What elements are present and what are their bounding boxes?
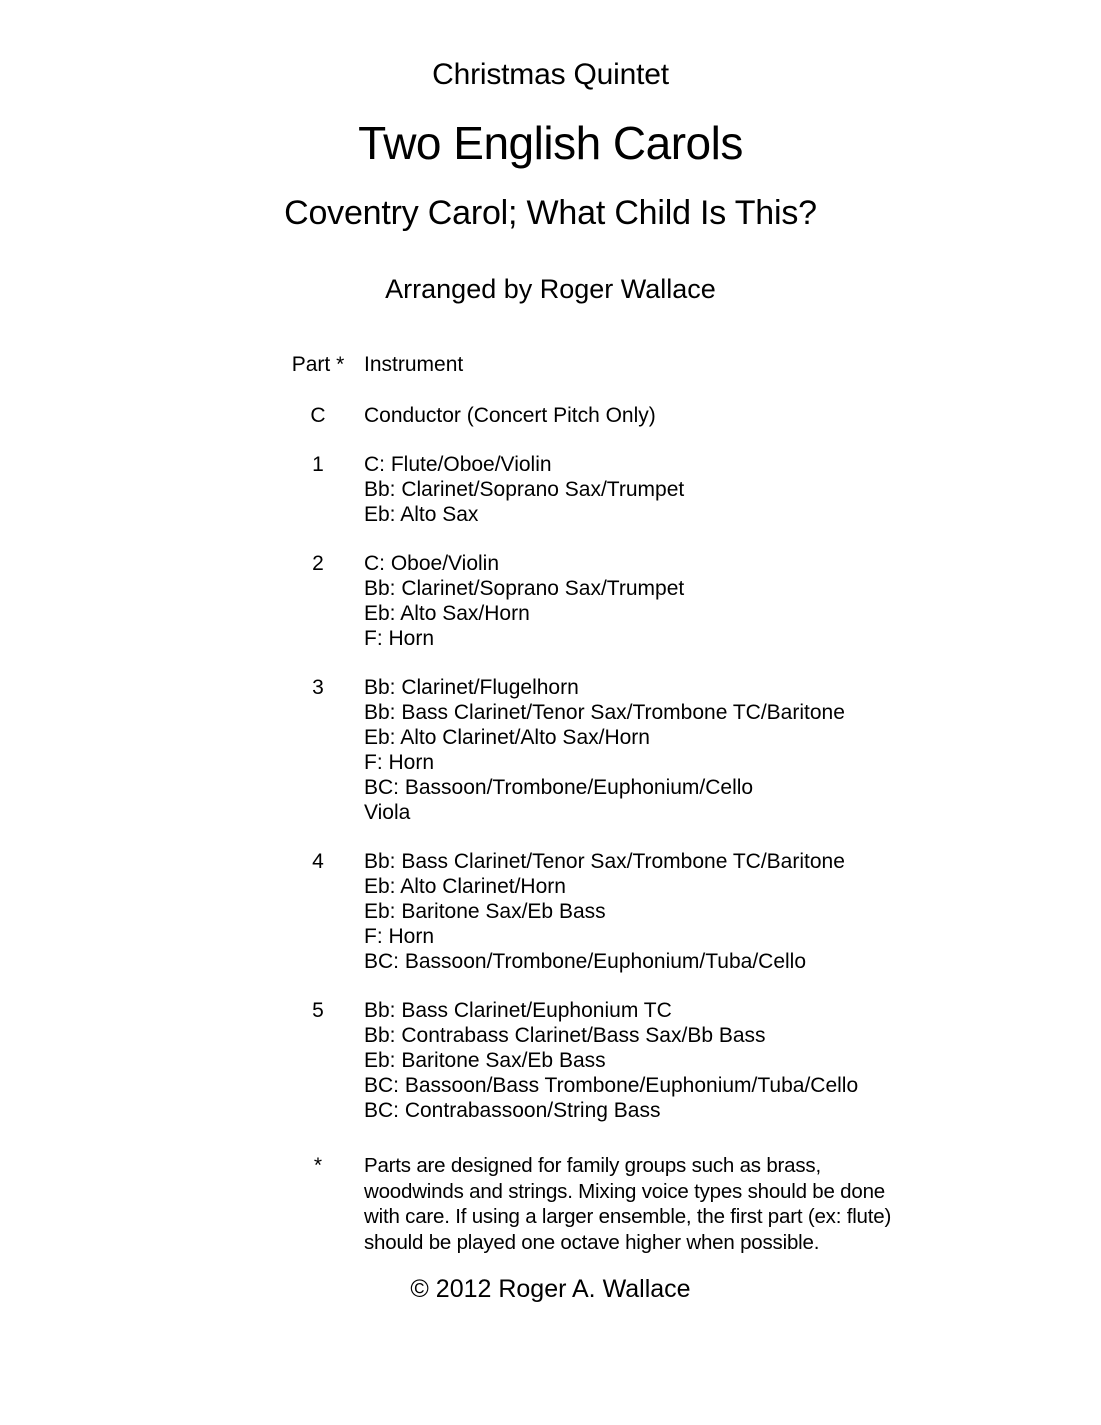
- instrument-line: Eb: Baritone Sax/Eb Bass: [364, 900, 606, 924]
- instrument-list: [364, 452, 912, 527]
- part-label: 1: [312, 453, 324, 477]
- instrument-line: Bb: Clarinet/Soprano Sax/Trumpet: [364, 478, 685, 502]
- instrument-line: Eb: Alto Sax/Horn: [364, 602, 530, 626]
- instrument-list: [364, 675, 912, 825]
- part-label: C: [310, 404, 326, 428]
- footnote-text: Parts are designed for family groups such as brass, woodwinds and strings. Mixing voice types should be done with care. If using a larger ensemble, the first part (ex: flute) should be played one octave higher when possible.: [364, 1154, 892, 1254]
- table-row: [272, 675, 912, 825]
- instrument-line: Eb: Alto Sax: [364, 503, 479, 527]
- page-title: Two English Carols: [358, 117, 743, 169]
- subtitle: Coventry Carol; What Child Is This?: [284, 194, 817, 233]
- table-row: [272, 403, 912, 428]
- title-block: [0, 0, 1101, 304]
- arranger-credit: Arranged by Roger Wallace: [385, 273, 716, 304]
- instrument-line: Bb: Clarinet/Flugelhorn: [364, 676, 579, 700]
- instrument-list: [364, 998, 912, 1123]
- instrument-line: C: Oboe/Violin: [364, 552, 500, 576]
- instrument-line: BC: Contrabassoon/String Bass: [364, 1099, 661, 1123]
- instrument-line: Bb: Contrabass Clarinet/Bass Sax/Bb Bass: [364, 1024, 766, 1048]
- footnote-row: [272, 1153, 912, 1255]
- instrument-line: Bb: Bass Clarinet/Tenor Sax/Trombone TC/Baritone: [364, 850, 845, 874]
- column-header-instrument: Instrument: [364, 353, 464, 377]
- instrument-line: Bb: Bass Clarinet/Tenor Sax/Trombone TC/Baritone: [364, 701, 845, 725]
- table-header-row: [272, 352, 912, 377]
- instrument-line: BC: Bassoon/Trombone/Euphonium/Cello: [364, 776, 754, 800]
- instrument-line: BC: Bassoon/Bass Trombone/Euphonium/Tuba/Cello: [364, 1074, 859, 1098]
- table-row: [272, 849, 912, 974]
- instrument-line: Eb: Alto Clarinet/Horn: [364, 875, 566, 899]
- instrument-list: [364, 849, 912, 974]
- instrument-list: [364, 403, 912, 428]
- instrument-list: [364, 551, 912, 651]
- part-label: 3: [312, 676, 324, 700]
- instrument-line: F: Horn: [364, 627, 435, 651]
- column-header-part: Part *: [291, 353, 345, 377]
- instrument-line: Conductor (Concert Pitch Only): [364, 404, 656, 428]
- part-label: 5: [312, 999, 324, 1023]
- instrument-line: F: Horn: [364, 925, 435, 949]
- instrument-line: BC: Bassoon/Trombone/Euphonium/Tuba/Cello: [364, 950, 807, 974]
- part-label: 2: [312, 552, 324, 576]
- instrument-line: F: Horn: [364, 751, 435, 775]
- instrument-line: Viola: [364, 801, 411, 825]
- part-label: 4: [312, 850, 324, 874]
- footnote-marker: *: [313, 1154, 323, 1178]
- table-row: [272, 452, 912, 527]
- parts-instrumentation-table: [272, 352, 912, 1255]
- instrument-line: Bb: Bass Clarinet/Euphonium TC: [364, 999, 672, 1023]
- instrument-line: Eb: Alto Clarinet/Alto Sax/Horn: [364, 726, 650, 750]
- copyright-notice: © 2012 Roger A. Wallace: [410, 1275, 691, 1304]
- instrument-line: Bb: Clarinet/Soprano Sax/Trumpet: [364, 577, 685, 601]
- instrument-line: C: Flute/Oboe/Violin: [364, 453, 552, 477]
- table-row: [272, 998, 912, 1123]
- series-title: Christmas Quintet: [432, 58, 669, 91]
- table-row: [272, 551, 912, 651]
- instrument-line: Eb: Baritone Sax/Eb Bass: [364, 1049, 606, 1073]
